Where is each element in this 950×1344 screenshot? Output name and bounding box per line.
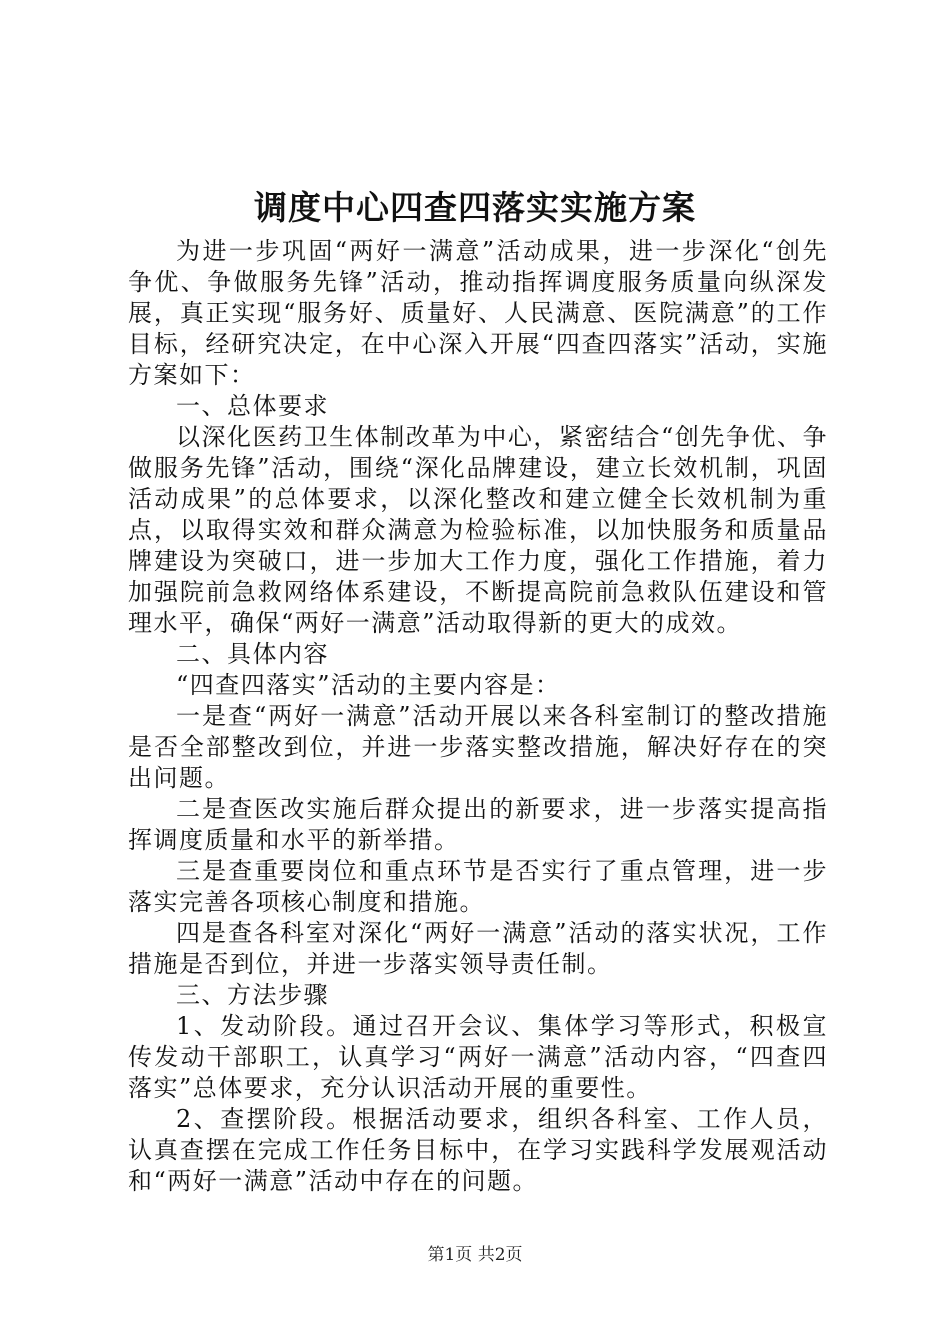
section-heading-specific-content: 二、具体内容: [176, 640, 329, 668]
intro-paragraph: 为进一步巩固“两好一满意”活动成果，进一步深化“创先争优、争做服务先锋”活动，推动指挥调度服务质量向纵深发展，真正实现“服务好、质量好、人民满意、医院满意”的工作目标，经研究决定，在中心深入开展“四查四落实”活动，实施方案如下：: [128, 237, 828, 389]
content-item-2: 二是查医改实施后群众提出的新要求，进一步落实提高指挥调度质量和水平的新举措。: [128, 795, 828, 854]
content-item-3: 三是查重要岗位和重点环节是否实行了重点管理，进一步落实完善各项核心制度和措施。: [128, 857, 828, 916]
section-heading-general-requirements: 一、总体要求: [176, 392, 329, 420]
general-requirements-paragraph: 以深化医药卫生体制改革为中心，紧密结合“创先争优、争做服务先锋”活动，围绕“深化品牌建设，建立长效机制，巩固活动成果”的总体要求，以深化整改和建立健全长效机制为重点，以取得实效和群众满意为检验标准，以加快服务和质量品牌建设为突破口，进一步加大工作力度，强化工作措施，着力加强院前急救网络体系建设，不断提高院前急救队伍建设和管理水平，确保“两好一满意”活动取得新的更大的成效。: [128, 423, 828, 637]
content-item-4: 四是查各科室对深化“两好一满意”活动的落实状况，工作措施是否到位，并进一步落实领导责任制。: [128, 919, 828, 978]
content-item-1: 一是查“两好一满意”活动开展以来各科室制订的整改措施是否全部整改到位，并进一步落实整改措施，解决好存在的突出问题。: [128, 702, 828, 792]
document-title: 调度中心四查四落实实施方案: [254, 188, 696, 227]
step-2-paragraph: 2、查摆阶段。根据活动要求，组织各科室、工作人员，认真查摆在完成工作任务目标中，在学习实践科学发展观活动和“两好一满意”活动中存在的问题。: [128, 1105, 828, 1195]
section-heading-steps: 三、方法步骤: [176, 981, 329, 1009]
document-body: [128, 236, 828, 1197]
step-1-paragraph: 1、发动阶段。通过召开会议、集体学习等形式，积极宣传发动干部职工，认真学习“两好一满意”活动内容，“四查四落实”总体要求，充分认识活动开展的重要性。: [128, 1012, 828, 1102]
content-intro-paragraph: “四查四落实”活动的主要内容是：: [176, 671, 561, 699]
page-number-footer: 第1页 共2页: [427, 1245, 523, 1265]
